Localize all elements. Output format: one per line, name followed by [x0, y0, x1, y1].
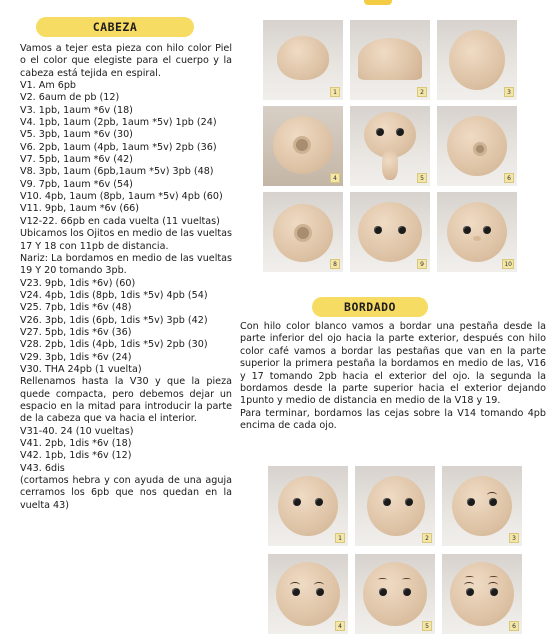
photo-step [350, 20, 430, 100]
step-line: V28. 2pb, 1dis (4pb, 1dis *5v) 2pb (30) [20, 339, 208, 351]
eye-icon [398, 226, 406, 234]
step-line: V4. 1pb, 1aum (2pb, 1aum *5v) 1pb (24) [20, 117, 217, 129]
photo-step [268, 466, 348, 546]
crochet-head [276, 562, 340, 626]
photo-number: 1 [335, 533, 345, 543]
eye-icon [405, 498, 413, 506]
crochet-dome [277, 36, 329, 80]
step-line: V12-22. 66pb en cada vuelta (11 vueltas) [20, 215, 220, 227]
crochet-head [452, 476, 512, 536]
section-title-cabeza: CABEZA [36, 17, 194, 37]
cierre-note: (cortamos hebra y con ayuda de una aguja cerramos los 6pb que nos quedan en la vuelta 43) [20, 475, 232, 511]
photo-step [263, 106, 343, 186]
step-line: V8. 3pb, 1aum (6pb,1aum *5v) 3pb (48) [20, 166, 214, 178]
step-line: V5. 3pb, 1aum *6v (30) [20, 129, 133, 141]
photo-number: 3 [504, 87, 514, 97]
photo-number: 5 [417, 173, 427, 183]
section-title-bordado: BORDADO [312, 297, 428, 317]
head-opening [293, 136, 311, 154]
photo-number: 8 [330, 259, 340, 269]
photo-number: 6 [509, 621, 519, 631]
photo-number: 9 [417, 259, 427, 269]
photo-grid-cabeza [263, 20, 517, 272]
eyelash-icon [290, 582, 300, 588]
bordado-paragraph-1: Con hilo color blanco vamos a bordar una pestaña desde la parte inferior del ojo hacia la parte exterior, después con hilo color café vamos a bordar las pestañas que van en la parte superior la primera pestaña la bordamos en medio de las, V16 y 17 tomando 2pb hacia el exterior del ojo. la segunda la bordamos desde la parte superior hacia el exterior dejando 1punto y medio de distancia en medio de la V18 y 19. [240, 321, 546, 407]
step-line: V9. 7pb, 1aum *6v (54) [20, 178, 133, 190]
crochet-neck [382, 150, 398, 180]
photo-number: 5 [422, 621, 432, 631]
eye-icon [483, 226, 491, 234]
nose-icon [473, 236, 481, 241]
step-line: V25. 7pb, 1dis *6v (48) [20, 302, 132, 314]
step-line: V3. 1pb, 1aum *6v (18) [20, 104, 133, 116]
step-line: V11. 9pb, 1aum *6v (66) [20, 203, 140, 215]
head-opening [294, 224, 312, 242]
cabeza-intro: Vamos a tejer esta pieza con hilo color Piel o el color que elegiste para el cuerpo y la cabeza está tejida en espiral. [20, 43, 232, 79]
photo-number: 3 [509, 533, 519, 543]
eye-icon [292, 588, 300, 596]
eyelash-icon [487, 492, 497, 498]
step-line: V1. Am 6pb [20, 80, 77, 92]
step-line: V29. 3pb, 1dis *6v (24) [20, 351, 132, 363]
step-line: V10. 4pb, 1aum (8pb, 1aum *5v) 4pb (60) [20, 191, 223, 203]
eyebrow-icon [402, 578, 411, 581]
step-line: V6. 2pb, 1aum (4pb, 1aum *5v) 2pb (36) [20, 141, 217, 153]
step-line: V41. 2pb, 1dis *6v (18) [20, 438, 132, 449]
photo-grid-bordado [268, 466, 522, 634]
crochet-head [447, 202, 507, 262]
eye-icon [379, 588, 387, 596]
photo-step [355, 554, 435, 634]
cabeza-instructions [20, 43, 232, 512]
eyelash-icon [488, 582, 498, 588]
crochet-cap [358, 38, 422, 80]
step-line: V43. 6dis [20, 462, 65, 474]
eye-icon [463, 226, 471, 234]
eye-icon [374, 226, 382, 234]
photo-step [263, 192, 343, 272]
eye-icon [383, 498, 391, 506]
eyebrow-icon [489, 576, 498, 579]
photo-number: 4 [330, 173, 340, 183]
crochet-head [278, 476, 338, 536]
step-line: V27. 5pb, 1dis *6v (36) [20, 326, 132, 338]
eyelash-icon [464, 582, 474, 588]
eye-icon [489, 498, 497, 506]
step-line: V30. THA 24pb (1 vuelta) [20, 363, 142, 375]
photo-number: 2 [417, 87, 427, 97]
eyebrow-icon [378, 578, 387, 581]
eye-icon [293, 498, 301, 506]
eye-icon [396, 128, 404, 136]
step-line: V42. 1pb, 1dis *6v (12) [20, 450, 132, 462]
photo-step [437, 106, 517, 186]
step-line: V2. 6aum de pb (12) [20, 92, 120, 104]
nariz-note: Nariz: La bordamos en medio de las vueltas 19 Y 20 tomando 3pb. [20, 252, 232, 277]
eye-icon [467, 498, 475, 506]
step-line: V26. 3pb, 1dis (6pb, 1dis *5v) 3pb (42) [20, 314, 208, 326]
photo-step [442, 554, 522, 634]
photo-step [437, 20, 517, 100]
step-line: V31-40. 24 (10 vueltas) [20, 425, 134, 437]
relleno-note: Rellenamos hasta la V30 y que la pieza quede compacta, pero debemos dejar un espacio en la mitad para introducir la parte de la cabeza que va hacia el interior. [20, 376, 232, 425]
crochet-head [450, 562, 514, 626]
photo-step [263, 20, 343, 100]
crochet-head [363, 562, 427, 626]
ojitos-note: Ubicamos los Ojitos en medio de las vueltas 17 Y 18 con 11pb de distancia. [20, 228, 232, 252]
eye-icon [315, 498, 323, 506]
eye-icon [376, 128, 384, 136]
step-line: V23. 9pb, 1dis *6v) (60) [20, 277, 136, 289]
eye-icon [466, 588, 474, 596]
photo-number: 2 [422, 533, 432, 543]
step-line: V24. 4pb, 1dis (8pb, 1dis *5v) 4pb (54) [20, 289, 208, 301]
photo-step [350, 106, 430, 186]
crochet-head [367, 476, 425, 536]
eyebrow-icon [465, 576, 474, 579]
bordado-paragraph-2: Para terminar, bordamos las cejas sobre la V14 tomando 4pb encima de cada ojo. [240, 407, 546, 432]
photo-number: 6 [504, 173, 514, 183]
photo-number: 4 [335, 621, 345, 631]
photo-number: 10 [504, 261, 512, 268]
photo-number: 1 [330, 87, 340, 97]
photo-step [268, 554, 348, 634]
top-accent-bar [364, 0, 392, 5]
photo-step [350, 192, 430, 272]
photo-step [355, 466, 435, 546]
photo-step [437, 192, 517, 272]
crochet-head [358, 202, 422, 262]
crochet-head [449, 30, 505, 90]
bordado-instructions [240, 321, 546, 433]
photo-step [442, 466, 522, 546]
step-line: V7. 5pb, 1aum *6v (42) [20, 154, 133, 166]
eye-icon [490, 588, 498, 596]
eye-icon [403, 588, 411, 596]
head-opening [473, 142, 487, 156]
eyelash-icon [314, 582, 324, 588]
eye-icon [316, 588, 324, 596]
